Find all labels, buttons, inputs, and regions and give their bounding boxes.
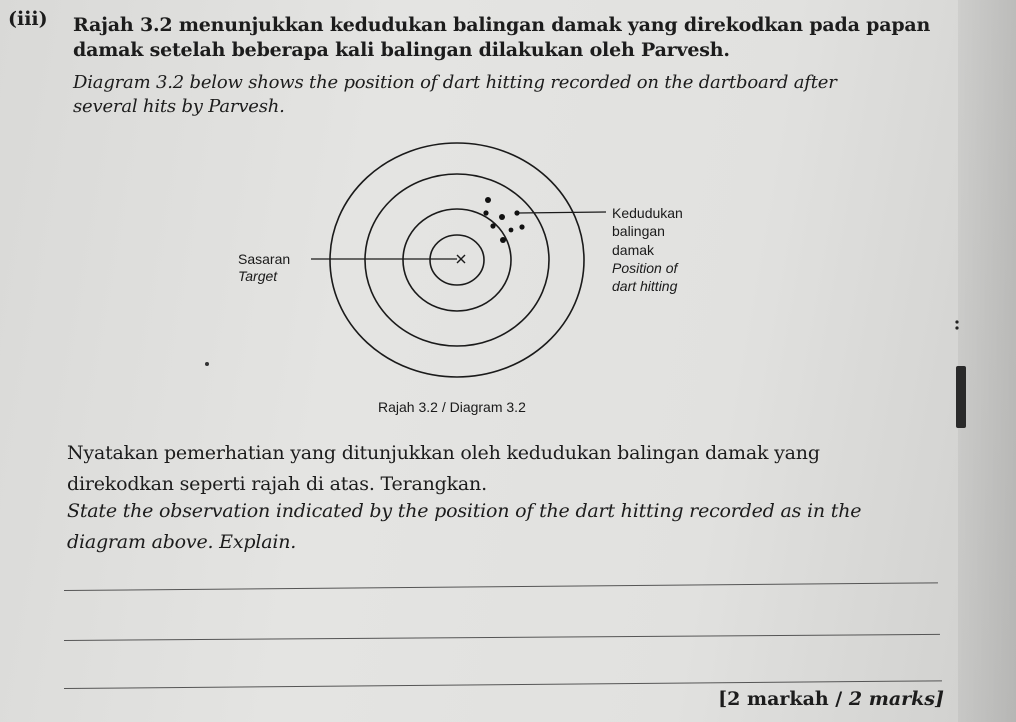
dart-pointer-line bbox=[518, 212, 606, 213]
dart-hit bbox=[514, 210, 519, 215]
malay-intro-line-1: Rajah 3.2 menunjukkan kedudukan balingan damak yang direkodkan pada papan bbox=[73, 14, 931, 36]
dart-hit bbox=[490, 223, 495, 228]
second-ring bbox=[365, 174, 549, 346]
marks-allocation bbox=[718, 688, 944, 710]
english-question-line-1: State the observation indicated by the position of the dart hitting recorded as in the bbox=[67, 500, 862, 522]
label-dart-malay-3: damak bbox=[612, 242, 655, 258]
malay-intro-line-2: damak setelah beberapa kali balingan dilakukan oleh Parvesh. bbox=[73, 39, 730, 61]
dart-hit bbox=[519, 224, 524, 229]
marks-english: 2 marks] bbox=[848, 688, 944, 710]
malay-question-line-1: Nyatakan pemerhatian yang ditunjukkan oleh kedudukan balingan damak yang bbox=[67, 442, 820, 464]
english-question-line-2: diagram above. Explain. bbox=[67, 531, 297, 553]
dart-hit bbox=[499, 214, 505, 220]
dart-hit bbox=[500, 237, 506, 243]
dart-hit bbox=[483, 210, 488, 215]
label-dart-english-1: Position of bbox=[612, 260, 678, 276]
target-cross-icon bbox=[457, 255, 465, 263]
label-dart-english-2: dart hitting bbox=[612, 278, 678, 294]
diagram-caption: Rajah 3.2 / Diagram 3.2 bbox=[378, 399, 526, 415]
label-target-english: Target bbox=[238, 268, 278, 284]
inner-ring bbox=[430, 235, 484, 285]
english-intro-line-2: several hits by Parvesh. bbox=[73, 96, 285, 117]
label-dart-malay-2: balingan bbox=[612, 223, 665, 239]
label-dart-malay-1: Kedudukan bbox=[612, 205, 683, 221]
outer-ring bbox=[330, 143, 584, 377]
question-number: (iii) bbox=[8, 8, 48, 30]
dart-hit bbox=[485, 197, 491, 203]
malay-question-line-2: direkodkan seperti rajah di atas. Terangkan. bbox=[67, 473, 487, 495]
label-target-malay: Sasaran bbox=[238, 251, 291, 267]
english-intro-line-1: Diagram 3.2 below shows the position of dart hitting recorded on the dartboard after bbox=[73, 72, 837, 93]
marks-malay: [2 markah / bbox=[718, 688, 849, 710]
dart-hit bbox=[509, 228, 514, 233]
